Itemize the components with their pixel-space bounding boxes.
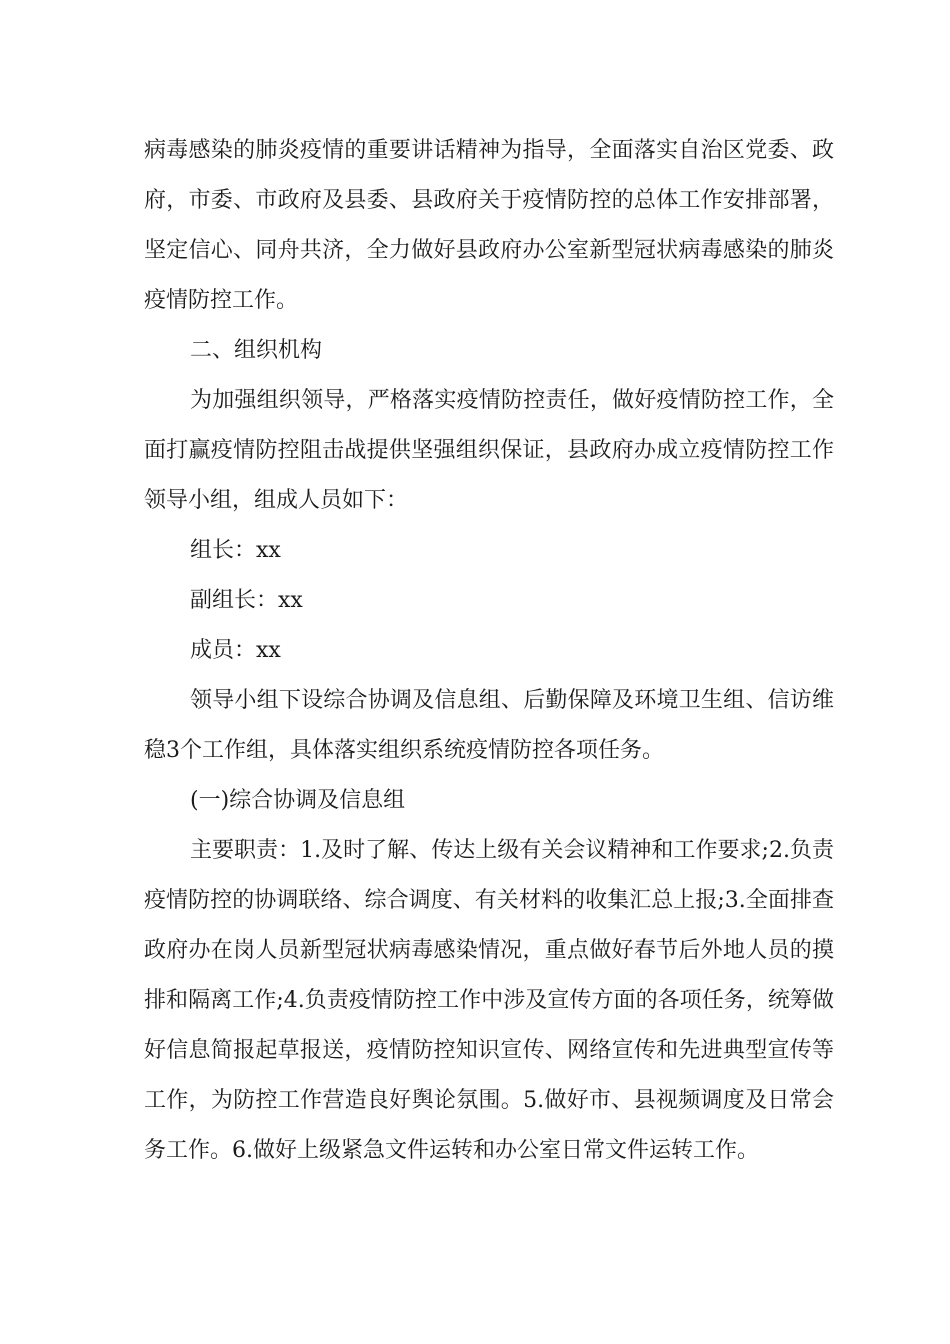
paragraph-working-groups: 领导小组下设综合协调及信息组、后勤保障及环境卫生组、信访维稳3个工作组，具体落实组织系统疫情防控各项任务。 xyxy=(144,688,834,763)
paragraph-main-duties: 主要职责：1.及时了解、传达上级有关会议精神和工作要求;2.负责疫情防控的协调联络、综合调度、有关材料的收集汇总上报;3.全面排查政府办在岗人员新型冠状病毒感染情况，重点做好春节后外地人员的摸排和隔离工作;4.负责疫情防控工作中涉及宣传方面的各项任务，统筹做好信息简报起草报送，疫情防控知识宣传、网络宣传和先进典型宣传等工作，为防控工作营造良好舆论氛围。5.做好市、县视频调度及日常会务工作。6.做好上级紧急文件运转和办公室日常文件运转工作。 xyxy=(144,838,834,1163)
subsection-heading-coordination: (一)综合协调及信息组 xyxy=(190,788,406,813)
paragraph-organization-intro: 为加强组织领导，严格落实疫情防控责任，做好疫情防控工作，全面打赢疫情防控阻击战提供坚强组织保证，县政府办成立疫情防控工作领导小组，组成人员如下： xyxy=(144,388,834,513)
member-leader: 组长：xx xyxy=(190,538,281,563)
section-heading-organization: 二、组织机构 xyxy=(190,338,323,363)
paragraph-continuation: 病毒感染的肺炎疫情的重要讲话精神为指导，全面落实自治区党委、政府，市委、市政府及县委、县政府关于疫情防控的总体工作安排部署，坚定信心、同舟共济，全力做好县政府办公室新型冠状病毒感染的肺炎疫情防控工作。 xyxy=(144,138,834,313)
member-deputy-leader: 副组长：xx xyxy=(190,588,303,613)
document-page xyxy=(144,126,834,1176)
member-members: 成员：xx xyxy=(190,638,281,663)
